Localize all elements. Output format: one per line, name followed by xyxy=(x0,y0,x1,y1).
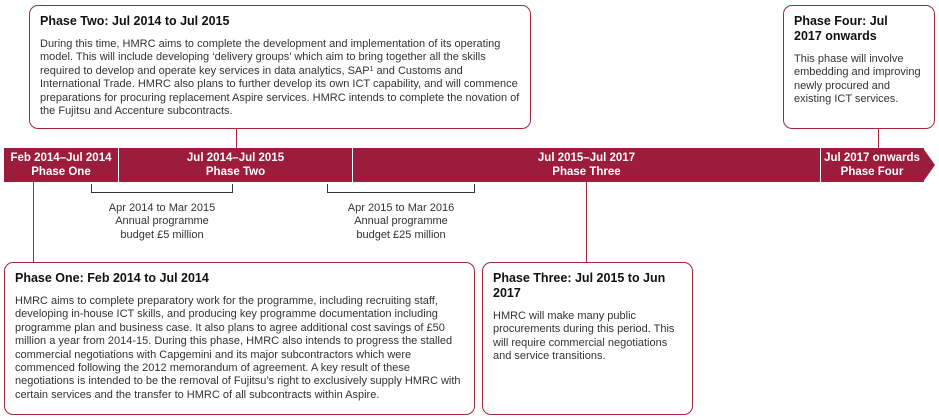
segment-phase: Phase Four xyxy=(840,166,904,178)
phase-one-body: HMRC aims to complete preparatory work for the programme, including recruiting staff, developing in-house ICT skills, and producing key programme documentation including programme plan and business case. It also plans to agree additional cost savings of £50 million a year from 2014-15. During this phase, HMRC also intends to progress the stalled commercial negotiations with Capgemini and its major subcontractors which were commenced following the 2012 memorandum of agreement. A key result of these negotiations is intended to be the removal of Fujitsu’s right to exclusively supply HMRC with certain services and the transfer to HMRC of all subcontracts within Aspire. xyxy=(15,295,461,401)
phase-two-box xyxy=(29,5,531,129)
budget-period: Apr 2014 to Mar 2015 xyxy=(108,202,216,214)
segment-phase: Phase Three xyxy=(552,166,621,178)
timeline-segment-phase-two xyxy=(119,148,352,182)
phase-four-body: This phase will involve embedding and improving newly procured and existing ICT services. xyxy=(794,53,921,106)
segment-dates: Jul 2015–Jul 2017 xyxy=(537,152,636,164)
phase-one-box xyxy=(4,262,475,415)
segment-dates: Feb 2014–Jul 2014 xyxy=(10,152,112,164)
budget-amount: budget £5 million xyxy=(120,228,204,241)
budget-period: Apr 2015 to Mar 2016 xyxy=(347,202,455,214)
phase-one-title: Phase One: Feb 2014 to Jul 2014 xyxy=(15,271,209,285)
timeline-segment-phase-four xyxy=(821,148,923,182)
phase-two-connector xyxy=(236,129,237,148)
phase-three-box xyxy=(482,262,693,415)
phase-four-connector xyxy=(878,129,879,148)
timeline-segment-phase-one xyxy=(4,148,118,182)
phase-one-connector xyxy=(33,182,34,262)
budget-bracket xyxy=(327,184,475,193)
phase-two-body: During this time, HMRC aims to complete the development and implementation of its operating model. This will include developing ‘delivery groups’ which aim to bring together all the skills required to develop and operate key services in data analytics, SAP$^1$ and Customs and International Trade. HMRC also plans to further develop its own ICT capability, and will commence preparations for procuring replacement Aspire services. HMRC intends to complete the novation of the Fujitsu and Accenture subcontracts. xyxy=(40,38,520,118)
phase-three-connector xyxy=(586,182,587,262)
segment-dates: Jul 2014–Jul 2015 xyxy=(186,152,285,164)
phase-four-title: Phase Four: Jul 2017 onwards xyxy=(794,14,888,43)
budget-amount: budget £25 million xyxy=(356,228,446,241)
timeline-arrow-icon xyxy=(923,148,937,182)
budget-label xyxy=(82,202,242,242)
budget-label xyxy=(321,202,481,242)
phase-four-box xyxy=(783,5,935,129)
timeline-segment-phase-three xyxy=(353,148,820,182)
budget-text: Annual programme xyxy=(115,215,209,228)
phase-three-title: Phase Three: Jul 2015 to Jun 2017 xyxy=(493,271,666,300)
phase-three-body: HMRC will make many public procurements during this period. This will require commercial negotiations and service transitions. xyxy=(493,310,675,363)
segment-phase: Phase Two xyxy=(205,166,266,178)
segment-dates: Jul 2017 onwards xyxy=(824,152,920,164)
budget-bracket xyxy=(91,184,233,193)
budget-text: Annual programme xyxy=(354,215,448,228)
phase-two-title: Phase Two: Jul 2014 to Jul 2015 xyxy=(40,14,230,28)
segment-phase: Phase One xyxy=(31,166,91,178)
footnote-marker: 1 xyxy=(369,65,374,73)
